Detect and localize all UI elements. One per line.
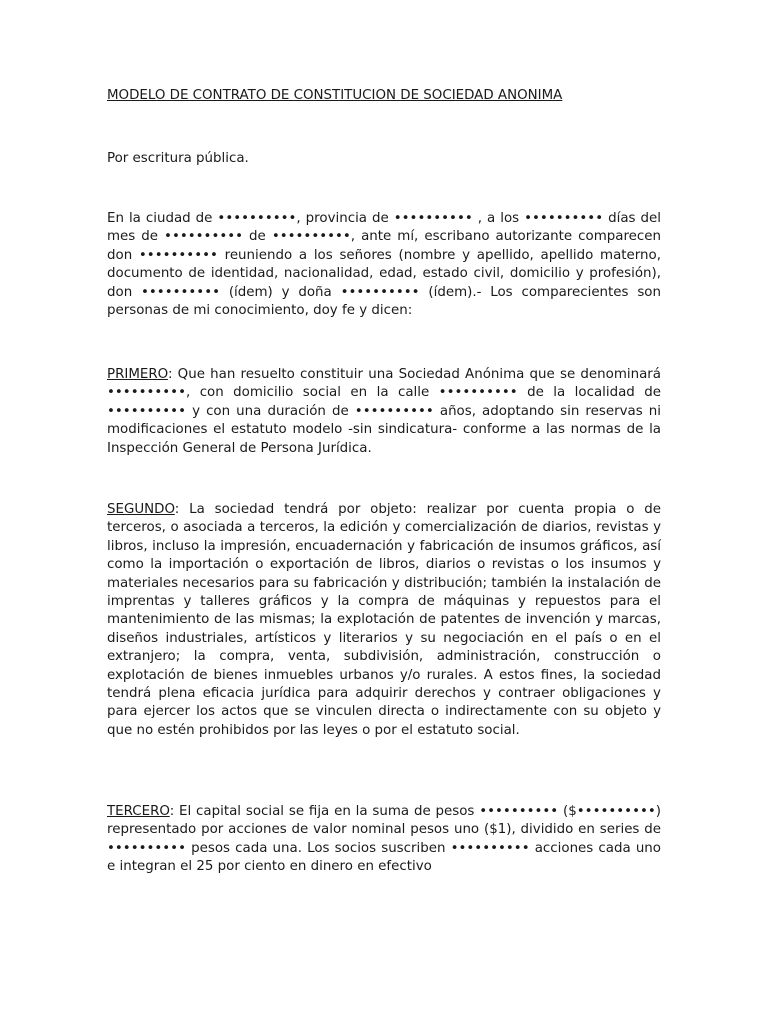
document-title: MODELO DE CONTRATO DE CONSTITUCION DE SOCIEDAD ANONIMA (107, 88, 563, 103)
comparecencia-paragraph: En la ciudad de ••••••••••, provincia de •••••••••• , a los •••••••••• días del mes de •••••••••• de ••••••••••, ante mí, escribano autorizante comparecen don •••••••••• reuniendo a los señores (nombre y apellido, apellido materno, documento de identidad, nacionalidad, edad, estado civil, domicilio y profesión), don •••••••••• (ídem) y doña •••••••••• (ídem).- Los comparecientes son personas de mi conocimiento, doy fe y dicen: (107, 211, 661, 319)
clause-primero (107, 366, 661, 458)
clause-text: : Que han resuelto constituir una Sociedad Anónima que se denominará ••••••••••, con domicilio social en la calle •••••••••• de la localidad de •••••••••• y con una duración de •••••••••• años, adoptando sin reservas ni modificaciones el estatuto modelo -sin sindicatura- conforme a las normas de la Inspección General de Persona Jurídica. (107, 367, 661, 456)
clause-heading: PRIMERO (107, 367, 168, 382)
clause-text: : El capital social se fija en la suma de pesos •••••••••• ($••••••••••) representado por acciones de valor nominal pesos uno ($1), dividido en series de •••••••••• pesos cada una. Los socios suscriben •••••••••• acciones cada uno e integran el 25 por ciento en dinero en efectivo (107, 804, 661, 875)
intro-paragraph: Por escritura pública. (107, 151, 249, 166)
clause-heading: TERCERO (107, 804, 170, 819)
clause-tercero (107, 803, 661, 877)
clause-heading: SEGUNDO (107, 502, 175, 517)
clause-text: : La sociedad tendrá por objeto: realizar por cuenta propia o de terceros, o asociada a terceros, la edición y comercialización de diarios, revistas y libros, incluso la impresión, encuadernación y fabricación de insumos gráficos, así como la importación o exportación de libros, diarios o revistas o los insumos y materiales necesarios para su fabricación y distribución; también la instalación de imprentas y talleres gráficos y la compra de máquinas y repuestos para el mantenimiento de las mismas; la explotación de patentes de invención y marcas, diseños industriales, artísticos y literarios y su negociación en el país o en el extranjero; la compra, venta, subdivisión, administración, construcción o explotación de bienes inmuebles urbanos y/o rurales. A estos fines, la sociedad tendrá plena eficacia jurídica para adquirir derechos y contraer obligaciones y para ejercer los actos que se vinculen directa o indirectamente con su objeto y que no estén prohibidos por las leyes o por el estatuto social. (107, 502, 661, 738)
clause-segundo (107, 501, 661, 740)
